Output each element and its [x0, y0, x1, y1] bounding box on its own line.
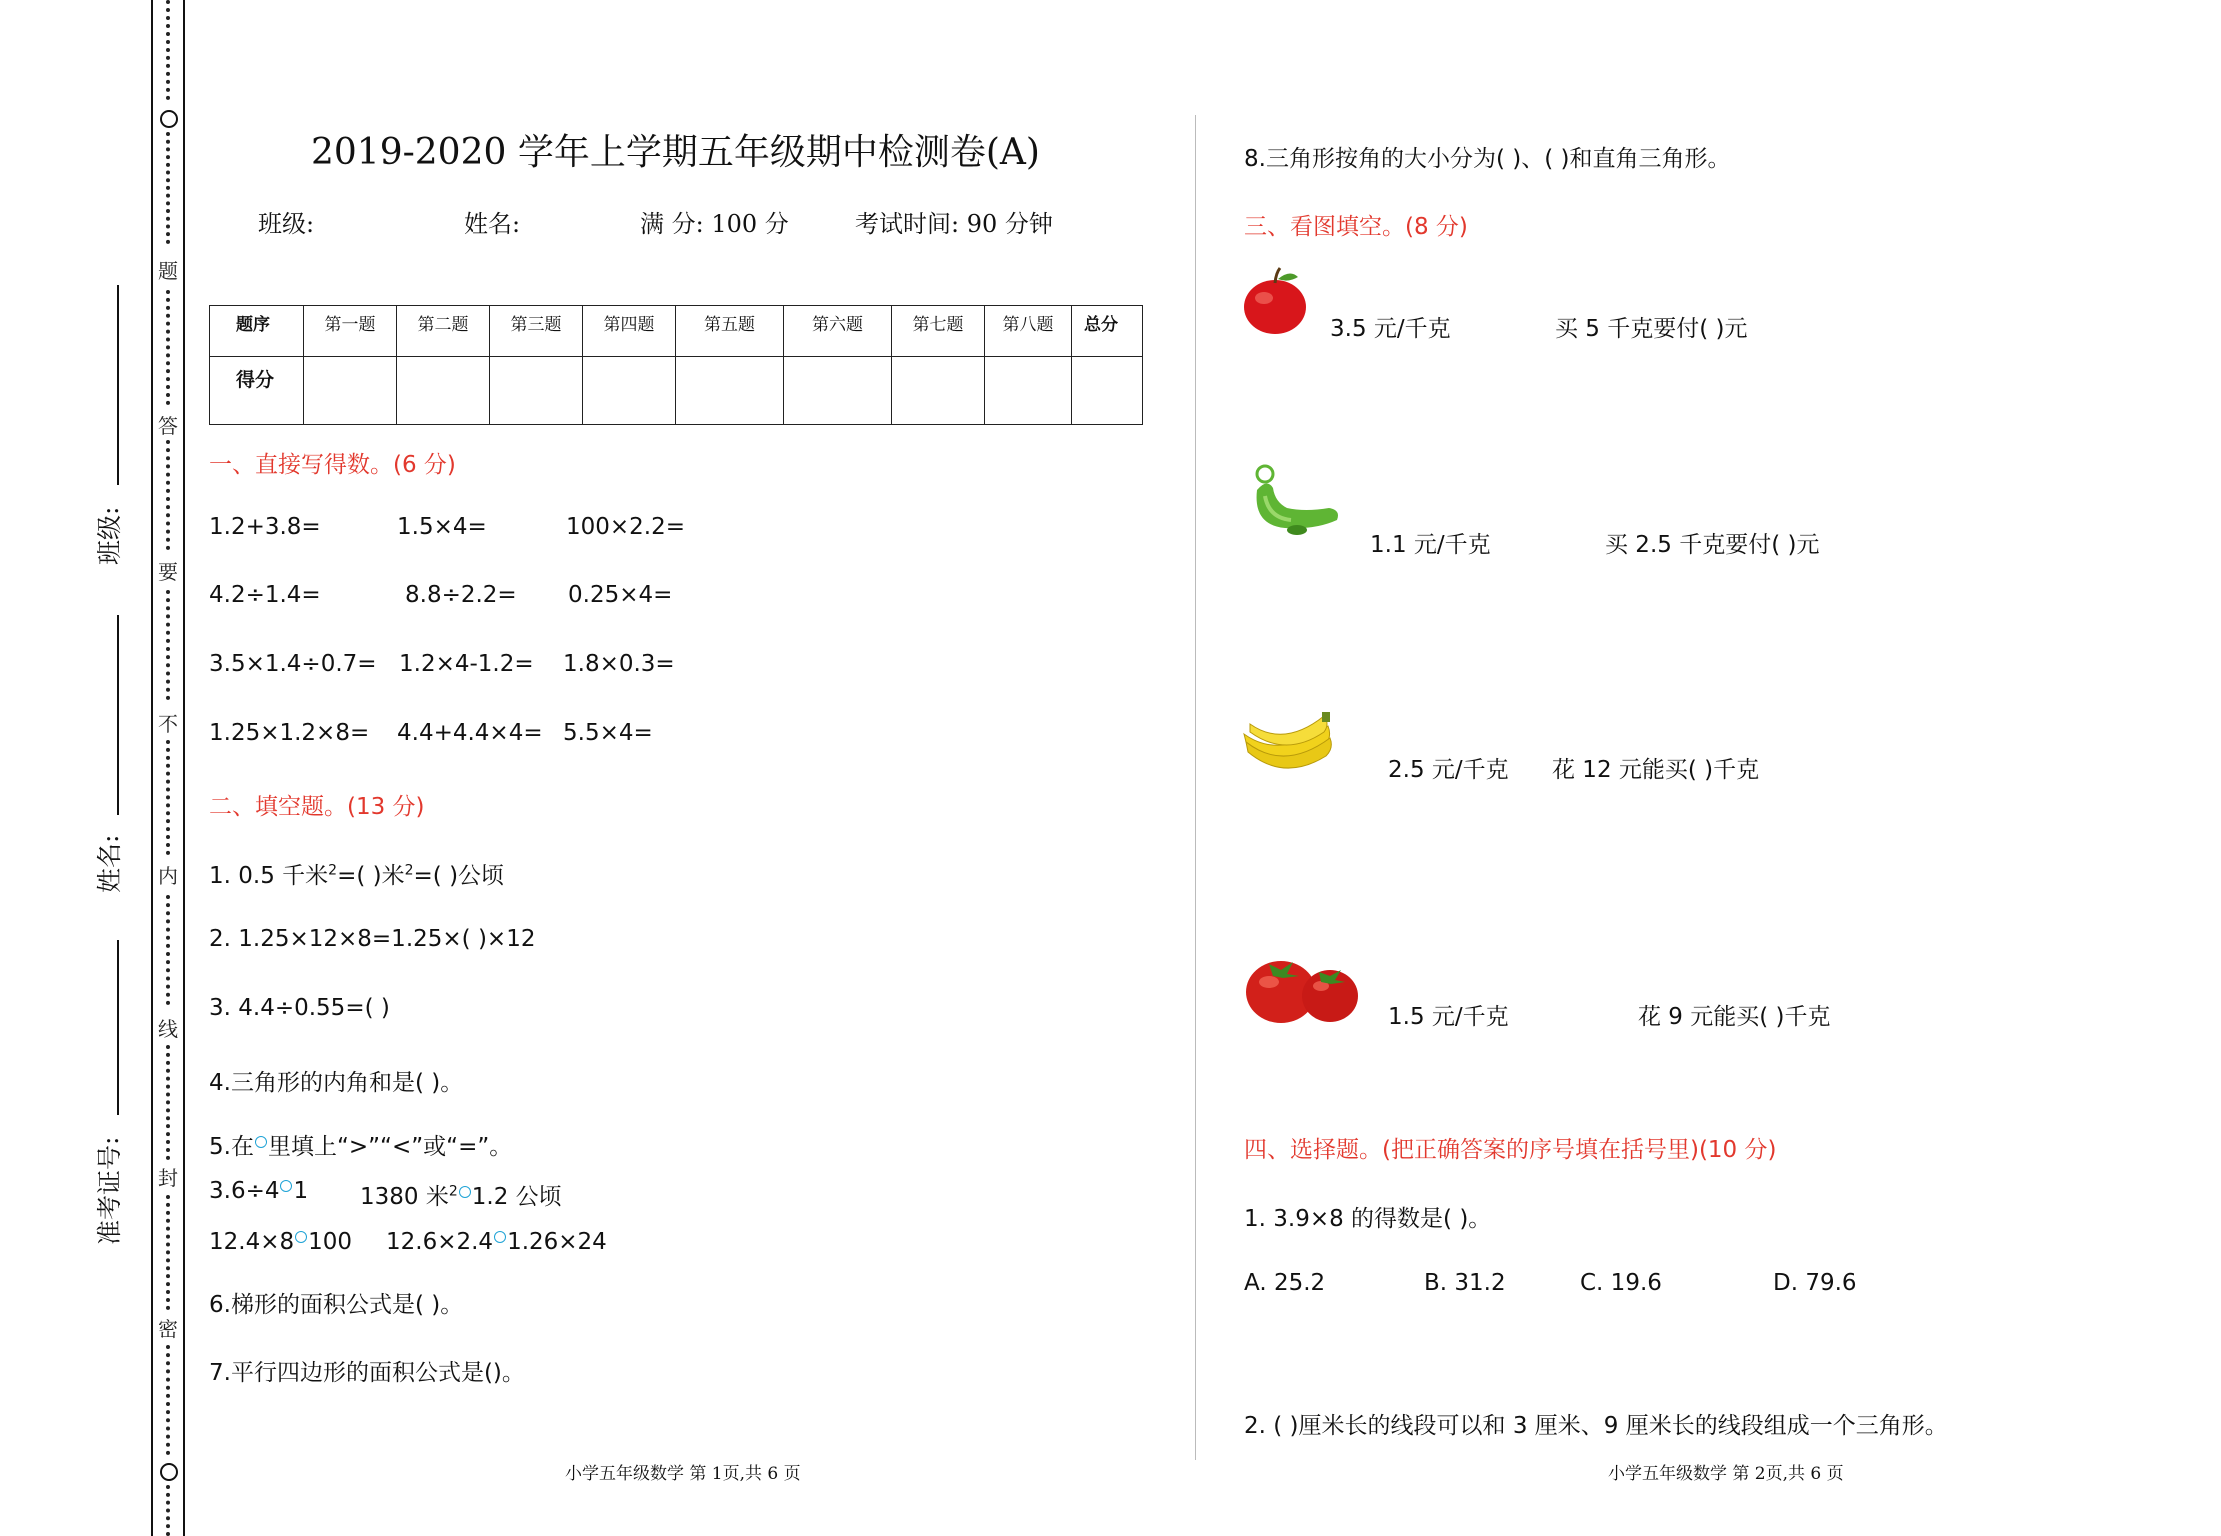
- dotted-line: [166, 1195, 176, 1310]
- binding-circle: [160, 1463, 178, 1481]
- cucumber-icon: [1245, 460, 1345, 545]
- score-cell[interactable]: [676, 357, 784, 425]
- calc-item: 1.5×4=: [397, 514, 487, 540]
- section-title-1: 一、直接写得数。(6 分): [209, 452, 456, 478]
- compare-item: 12.6×2.4 1.26×24: [386, 1229, 607, 1255]
- score-cell[interactable]: [397, 357, 490, 425]
- dotted-line: [166, 290, 176, 405]
- compare-circle-icon[interactable]: [280, 1180, 292, 1192]
- table-header-cell: 第八题: [985, 306, 1072, 357]
- footer-left: 小学五年级数学 第 1页,共 6 页: [565, 1464, 801, 1484]
- table-header-cell: 第四题: [583, 306, 676, 357]
- fill-question-3: 3. 4.4÷0.55=( ): [209, 995, 390, 1021]
- seal-char: 题: [158, 259, 178, 283]
- table-header-cell: 第七题: [892, 306, 985, 357]
- fill-question-4: 4.三角形的内角和是( )。: [209, 1070, 464, 1096]
- compare-circle-icon: [255, 1136, 267, 1148]
- fill-question-6: 6.梯形的面积公式是( )。: [209, 1292, 464, 1318]
- binding-line-right: [183, 0, 185, 1536]
- table-header-cell: 第六题: [784, 306, 892, 357]
- picture-question: 买 2.5 千克要付( )元: [1605, 532, 1820, 558]
- class-label: 班级:: [258, 210, 315, 238]
- banana-icon: [1240, 710, 1340, 780]
- score-cell[interactable]: [892, 357, 985, 425]
- dotted-line: [166, 1485, 176, 1536]
- fill-question-8: 8.三角形按角的大小分为( )、( )和直角三角形。: [1244, 146, 1731, 172]
- seal-char: 不: [158, 712, 178, 736]
- seal-char: 密: [158, 1317, 178, 1341]
- score-cell[interactable]: [490, 357, 583, 425]
- choice-question-2: 2. ( )厘米长的线段可以和 3 厘米、9 厘米长的线段组成一个三角形。: [1244, 1413, 1948, 1439]
- section-title-4: 四、选择题。(把正确答案的序号填在括号里)(10 分): [1244, 1137, 1777, 1163]
- table-header-cell: 第三题: [490, 306, 583, 357]
- binding-circle: [160, 110, 178, 128]
- compare-circle-icon[interactable]: [494, 1231, 506, 1243]
- page-title: 2019-2020 学年上学期五年级期中检测卷(A): [311, 132, 1040, 173]
- choice-option-a: A. 25.2: [1244, 1270, 1326, 1296]
- table-header-cell: 第二题: [397, 306, 490, 357]
- fill-question-2: 2. 1.25×12×8=1.25×( )×12: [209, 926, 536, 952]
- compare-item: 1380 米$^2$ 1.2 公顷: [360, 1183, 562, 1210]
- name-label: 姓名:: [464, 210, 521, 238]
- exam-id-blank-line: [117, 940, 119, 1115]
- footer-right: 小学五年级数学 第 2页,共 6 页: [1608, 1464, 1844, 1484]
- exam-time: 考试时间: 90 分钟: [855, 210, 1053, 238]
- section-title-3: 三、看图填空。(8 分): [1244, 214, 1468, 240]
- score-cell[interactable]: [304, 357, 397, 425]
- dotted-line: [166, 1045, 176, 1160]
- dotted-line: [166, 440, 176, 550]
- price-label: 2.5 元/千克: [1388, 757, 1509, 783]
- picture-question: 买 5 千克要付( )元: [1555, 316, 1748, 342]
- calc-item: 1.8×0.3=: [563, 651, 675, 677]
- tomato-icon: [1243, 948, 1363, 1028]
- compare-circle-icon[interactable]: [295, 1231, 307, 1243]
- choice-option-b: B. 31.2: [1424, 1270, 1506, 1296]
- picture-question: 花 12 元能买( )千克: [1552, 757, 1760, 783]
- calc-item: 8.8÷2.2=: [405, 582, 517, 608]
- table-header-cell: 题序: [210, 306, 304, 357]
- fill-question-7: 7.平行四边形的面积公式是()。: [209, 1360, 525, 1386]
- dotted-line: [166, 740, 176, 855]
- class-blank-line: [117, 285, 119, 485]
- score-cell[interactable]: [1072, 357, 1143, 425]
- calc-item: 0.25×4=: [568, 582, 673, 608]
- calc-item: 100×2.2=: [566, 514, 686, 540]
- table-header-cell: 第五题: [676, 306, 784, 357]
- choice-question-1: 1. 3.9×8 的得数是( )。: [1244, 1206, 1492, 1232]
- score-cell[interactable]: [784, 357, 892, 425]
- choice-option-c: C. 19.6: [1580, 1270, 1662, 1296]
- section-title-2: 二、填空题。(13 分): [209, 794, 425, 820]
- calc-item: 1.2+3.8=: [209, 514, 321, 540]
- calc-item: 5.5×4=: [563, 720, 653, 746]
- dotted-line: [166, 1345, 176, 1455]
- price-label: 1.5 元/千克: [1388, 1004, 1509, 1030]
- score-cell[interactable]: [985, 357, 1072, 425]
- table-row-label: 得分: [210, 357, 304, 425]
- binding-line-left: [151, 0, 153, 1536]
- score-table: [209, 305, 1143, 425]
- table-header-cell: 总分: [1072, 306, 1143, 357]
- compare-item: 3.6÷4 1: [209, 1178, 309, 1204]
- choice-option-d: D. 79.6: [1773, 1270, 1857, 1296]
- score-cell[interactable]: [583, 357, 676, 425]
- seal-char: 封: [158, 1166, 178, 1190]
- calc-item: 3.5×1.4÷0.7=: [209, 651, 377, 677]
- name-blank-line: [117, 615, 119, 815]
- dotted-line: [166, 895, 176, 1005]
- calc-item: 4.4+4.4×4=: [397, 720, 543, 746]
- full-score: 满 分: 100 分: [640, 210, 789, 238]
- dotted-line: [166, 590, 176, 700]
- picture-question: 花 9 元能买( )千克: [1638, 1004, 1831, 1030]
- fill-question-1: 1. 0.5 千米$^2$=( )米$^2$=( )公顷: [209, 862, 505, 889]
- seal-char: 线: [158, 1017, 178, 1041]
- class-label: 班级:: [95, 506, 124, 565]
- page-divider: [1195, 115, 1196, 1460]
- name-label: 姓名:: [95, 834, 124, 893]
- compare-circle-icon[interactable]: [459, 1186, 471, 1198]
- fill-question-5: 5.在 里填上“>”“<”或“=”。: [209, 1134, 513, 1160]
- seal-char: 要: [158, 560, 178, 584]
- apple-icon: [1240, 265, 1310, 337]
- price-label: 3.5 元/千克: [1330, 316, 1451, 342]
- dotted-line: [166, 0, 176, 100]
- calc-item: 1.25×1.2×8=: [209, 720, 370, 746]
- table-header-cell: 第一题: [304, 306, 397, 357]
- price-label: 1.1 元/千克: [1370, 532, 1491, 558]
- calc-item: 4.2÷1.4=: [209, 582, 321, 608]
- calc-item: 1.2×4-1.2=: [399, 651, 534, 677]
- seal-char: 内: [158, 864, 178, 888]
- dotted-line: [166, 132, 176, 244]
- exam-id-label: 准考证号:: [95, 1136, 124, 1245]
- compare-item: 12.4×8 100: [209, 1229, 353, 1255]
- seal-char: 答: [158, 414, 178, 438]
